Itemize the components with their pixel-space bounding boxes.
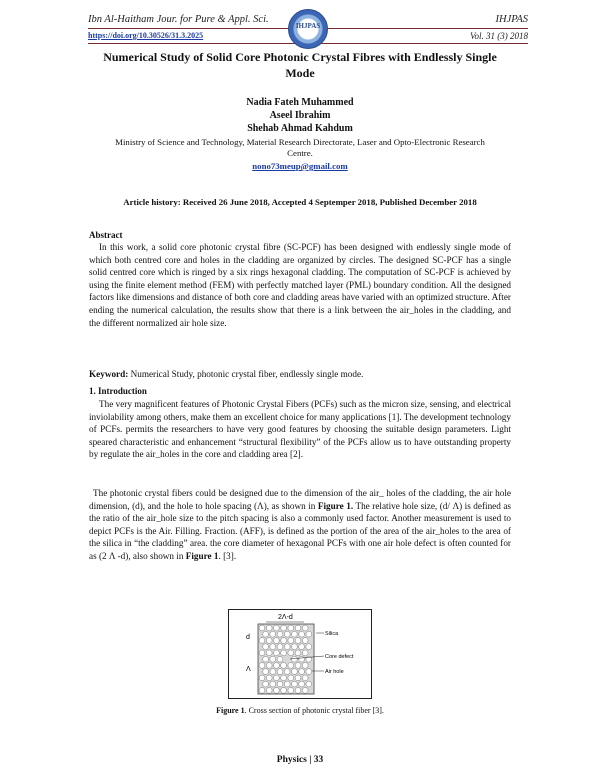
abstract-heading: Abstract [89,230,123,240]
air-hole [270,669,276,675]
air-hole [288,625,294,631]
air-hole [274,663,280,669]
author-name: Nadia Fateh Muhammed [246,97,354,108]
air-hole [306,644,312,650]
air-hole [274,650,280,656]
air-hole [277,656,283,662]
figure-caption-label: Figure 1 [216,706,245,715]
air-hole [288,688,294,694]
air-hole [263,656,269,662]
air-hole [270,656,276,662]
silica-label: Silica [325,631,339,637]
air-hole [277,631,283,637]
air-hole [302,638,308,644]
air-hole [288,675,294,681]
air-hole [259,650,265,656]
intro-paragraph-2 [89,487,511,563]
air-hole [274,638,280,644]
air-hole [284,631,290,637]
air-hole [292,669,298,675]
figure-caption-text: . Cross section of photonic crystal fiber [3]. [244,706,384,715]
hole-diameter-label: d [246,634,250,641]
intro-p2-text: The photonic crystal fibers could be designed due to the dimension of the air_ holes of the cladding, the air hole dimension, (d), and the hole to hole spacing (Λ), as shown in [89,488,511,511]
paper-title: Numerical Study of Solid Core Photonic Crystal Fibres with Endlessly Single Mode [103,50,497,80]
core-defect-label: Core defect [325,654,354,660]
air-hole [306,681,312,687]
dimension-label-2lambda-d: 2Λ-d [278,614,293,621]
air-hole [281,650,287,656]
air-hole [306,669,312,675]
air-hole [281,638,287,644]
air-hole [295,688,301,694]
intro-paragraph-1: The very magnificent features of Photonic Crystal Fibers (PCFs) such as the micron size, sensing, and electrical inviolability among others, make them an excellent choice for many applications [1]. The development technology of PCFs. permits the researchers to have very good features by choosing the suitable design parameters. Light speared characteristic and enhancement “structural flexibility” of the PCFs allow us to have outstanding property by regulate the air_holes in the core and cladding area [2]. [89,399,511,460]
air-hole [288,650,294,656]
air-hole [295,638,301,644]
intro-p2-text: . [3]. [218,550,237,561]
author-name: Aseel Ibrahim [269,110,331,121]
affiliation: Ministry of Science and Technology, Material Research Directorate, Laser and Opto-Electronic Research Centre. [115,137,485,158]
keywords [89,369,511,379]
air-hole [281,663,287,669]
air-hole [295,650,301,656]
air-hole [306,631,312,637]
air-hole [292,681,298,687]
air-hole [302,650,308,656]
figure-ref[interactable]: Figure 1. [317,500,354,511]
air-hole [284,669,290,675]
keyword-text: Numerical Study, photonic crystal fiber, endlessly single mode. [128,369,364,379]
air-hole [270,681,276,687]
air-hole [266,663,272,669]
volume-info: Vol. 31 (3) 2018 [470,31,528,41]
air-hole [288,638,294,644]
figure-caption [90,706,510,715]
air-hole [284,644,290,650]
air-hole [277,681,283,687]
air-hole [270,631,276,637]
air-hole [288,663,294,669]
air-hole [263,669,269,675]
air-hole [281,675,287,681]
air-hole [266,688,272,694]
doi-link[interactable]: https://doi.org/10.30526/31.3.2025 [88,31,204,40]
air-hole [259,688,265,694]
air-hole [284,681,290,687]
journal-name: Ibn Al-Haitham Jour. for Pure & Appl. Sci. [88,14,269,25]
air-hole [299,669,305,675]
air-hole [277,644,283,650]
air-hole [302,675,308,681]
air-hole [270,644,276,650]
keyword-label: Keyword: [89,369,129,379]
air-hole [274,688,280,694]
air-hole [295,625,301,631]
email-link[interactable]: nono73meup@gmail.com [252,161,348,171]
air-hole [263,681,269,687]
air-hole [302,688,308,694]
air-hole [259,663,265,669]
air-hole [281,688,287,694]
intro-heading: 1. Introduction [89,386,147,396]
abstract-text: In this work, a solid core photonic crystal fibre (SC-PCF) has been designed with endlessly single mode of which both centred core and holes in the cladding are organized by circles. The designed SC-PCF has a single solid centred core which is ringed by a six rings hexagonal cladding. The computation of SC-PCF is achieved by using the finite element method (FEM) with perfectly matched layer (PML) boundary condition. All the designed factors like dimensions and distance of both core and cladding areas have varied with an optimized structure. After ending the numerical calculation, the results show that there is a link between the air_holes in the cladding, and the different normalized air hole size. [89,242,511,328]
article-history: Article history: Received 26 June 2018, Accepted 4 Septemper 2018, Published December 2018 [123,197,477,207]
journal-header [88,12,528,46]
air-hole [277,669,283,675]
pcf-cross-section-figure [228,609,372,699]
air-hole [263,631,269,637]
air-hole [292,656,298,662]
air-hole [281,625,287,631]
air-hole [266,675,272,681]
air-hole [299,644,305,650]
air-hole [259,675,265,681]
air-hole [266,638,272,644]
logo-text: IHJPAS [295,22,321,30]
air-hole [263,644,269,650]
page-footer: Physics | 33 [276,755,324,765]
air-hole [259,638,265,644]
air-hole [299,631,305,637]
author-name: Shehab Ahmad Kahdum [247,123,353,134]
journal-abbr: IHJPAS [495,14,528,25]
air-hole [302,625,308,631]
air-hole [266,625,272,631]
air-hole [295,675,301,681]
air-hole [274,675,280,681]
air-hole-label: Air hole [325,669,344,675]
air-hole [292,631,298,637]
air-hole [299,656,305,662]
intro-p2-text: The relative hole size, (d/ Λ) is defined as the ratio of the air_hole size to the pitch spacing is also a commonly used factor. Another measurement is used to depict PCFs is the Air. Filling. Fraction. (AFF), is defined as the portion of the area of the air_holes to the area of the silica in “the cladding” area. the core diameter of hexagonal PCFs with one air hole defect is often counted for as (2 Λ -d), also shown in [89,500,512,561]
air-hole [266,650,272,656]
pitch-label: Λ [246,666,251,673]
air-hole [259,625,265,631]
figure-ref[interactable]: Figure 1 [185,550,219,561]
air-hole [299,681,305,687]
air-hole [274,625,280,631]
air-hole [295,663,301,669]
author-list [80,96,520,135]
air-hole [302,663,308,669]
air-hole [292,644,298,650]
